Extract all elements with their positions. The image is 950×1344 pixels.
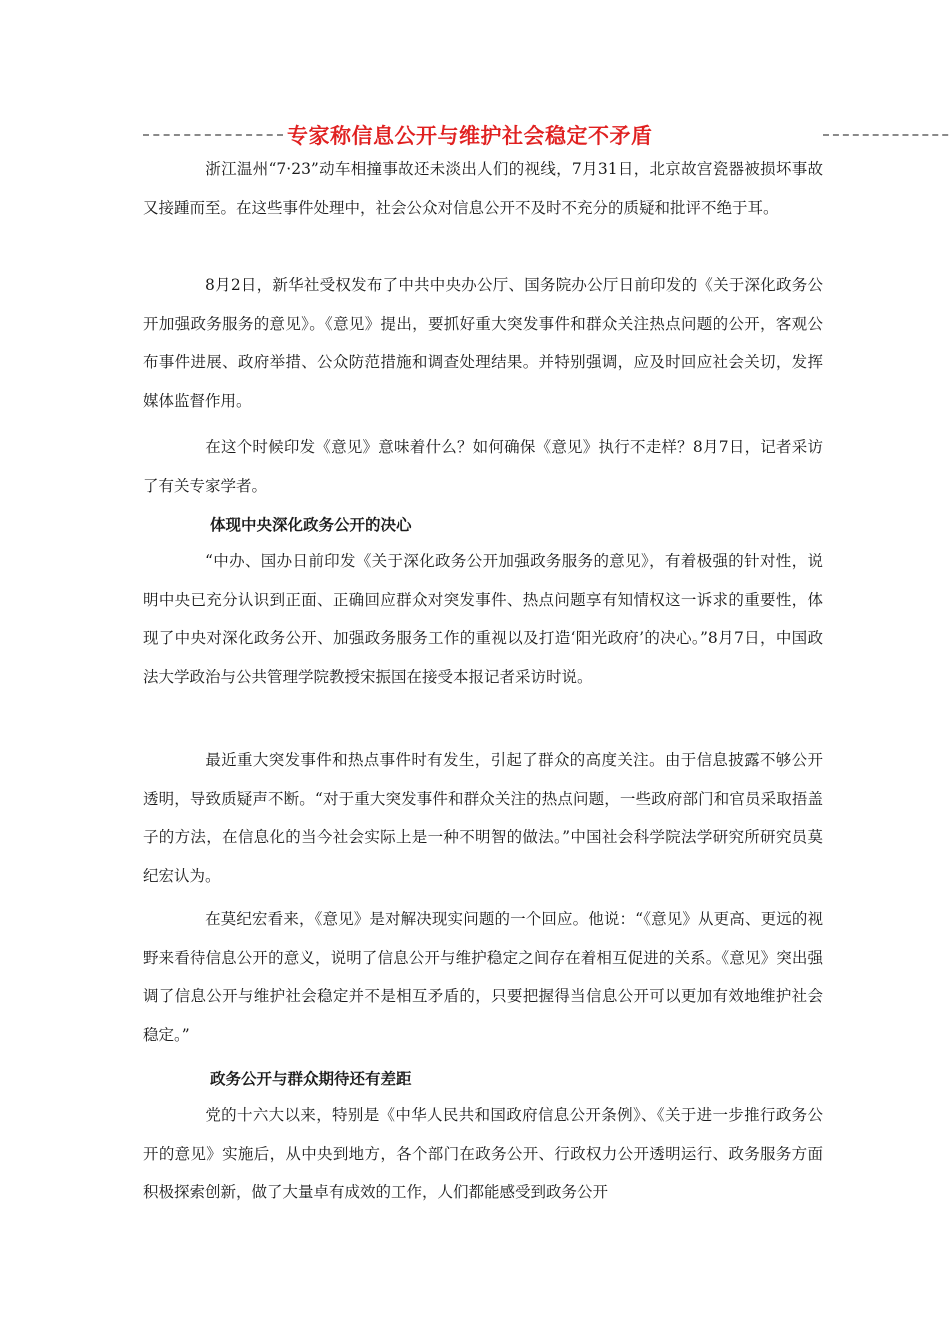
- paragraph-7: 党的十六大以来，特别是《中华人民共和国政府信息公开条例》、《关于进一步推行政务公开的意见》实施后，从中央到地方，各个部门在政务公开、行政权力公开透明运行、政务服务方面积极探索创新，做了大量卓有成效的工作，人们都能感受到政务公开: [143, 1106, 823, 1202]
- paragraph-5: 最近重大突发事件和热点事件时有发生，引起了群众的高度关注。由于信息披露不够公开透明，导致质疑声不断。“对于重大突发事件和群众关注的热点问题，一些政府部门和官员采取捂盖子的方法，在信息化的当今社会实际上是一种不明智的做法。”中国社会科学院法学研究所研究员莫纪宏认为。: [143, 751, 823, 885]
- paragraph-6: 在莫纪宏看来，《意见》是对解决现实问题的一个回应。他说：“《意见》从更高、更远的视野来看待信息公开的意义，说明了信息公开与维护稳定之间存在着相互促进的关系。《意见》突出强调了信息公开与维护社会稳定并不是相互矛盾的，只要把握得当信息公开可以更加有效地维护社会稳定。”: [143, 910, 823, 1044]
- article-title: 专家称信息公开与维护社会稳定不矛盾: [287, 124, 653, 148]
- paragraph-4: “中办、国办日前印发《关于深化政务公开加强政务服务的意见》，有着极强的针对性，说明中央已充分认识到正面、正确回应群众对突发事件、热点问题享有知情权这一诉求的重要性，体现了中央对深化政务公开、加强政务服务工作的重视以及打造‘阳光政府’的决心。”8月7日，中国政法大学政治与公共管理学院教授宋振国在接受本报记者采访时说。: [143, 552, 823, 686]
- section-heading-1: 体现中央深化政务公开的决心: [210, 516, 412, 534]
- paragraph-3: 在这个时候印发《意见》意味着什么？如何确保《意见》执行不走样？8月7日，记者采访了有关专家学者。: [143, 438, 823, 495]
- paragraph-2: 8月2日，新华社受权发布了中共中央办公厅、国务院办公厅日前印发的《关于深化政务公开加强政务服务的意见》。《意见》提出，要抓好重大突发事件和群众关注热点问题的公开，客观公布事件进展、政府举措、公众防范措施和调查处理结果。并特别强调，应及时回应社会关切，发挥媒体监督作用。: [143, 276, 823, 410]
- title-row: [143, 120, 833, 152]
- title-divider-left: [143, 134, 283, 136]
- section-heading-2: 政务公开与群众期待还有差距: [210, 1070, 412, 1088]
- title-divider-right: [823, 134, 950, 136]
- paragraph-1: 浙江温州“7·23”动车相撞事故还未淡出人们的视线，7月31日，北京故宫瓷器被损坏事故又接踵而至。在这些事件处理中，社会公众对信息公开不及时不充分的质疑和批评不绝于耳。: [143, 160, 823, 217]
